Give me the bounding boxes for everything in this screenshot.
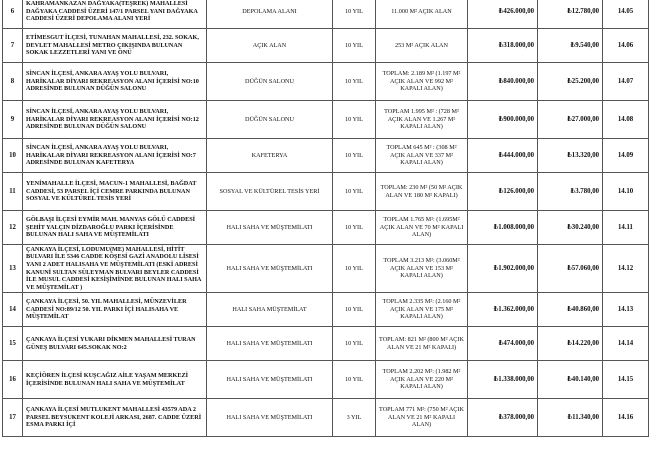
area-cell: TOPLAM: 230 M² (50 M² AÇIK ALAN VE 180 M² KAPALI) <box>376 173 468 211</box>
reference-cell: 14.13 <box>603 293 649 327</box>
row-number: 7 <box>3 29 23 63</box>
deposit-cell: ₺9.540,00 <box>538 29 603 63</box>
deposit-cell: ₺40.860,00 <box>538 293 603 327</box>
area-cell: TOPLAM 2.335 M²: (2.160 M² AÇIK ALAN VE 175 M² KAPALI ALAN) <box>376 293 468 327</box>
deposit-cell: ₺30.240,00 <box>538 211 603 245</box>
deposit-cell: ₺14.220,00 <box>538 327 603 361</box>
area-cell: TOPLAM 1.995 M² : (728 M² AÇIK ALAN VE 1.267 M² KAPALI ALAN) <box>376 101 468 139</box>
reference-cell: 14.10 <box>603 173 649 211</box>
price-cell: ₺1.338.000,00 <box>468 361 538 399</box>
row-number: 14 <box>3 293 23 327</box>
usage-cell: DÜĞÜN SALONU <box>207 101 333 139</box>
area-cell: TOPLAM 1.765 M²: (1.695M² AÇIK ALAN VE 70 M² KAPALI ALAN) <box>376 211 468 245</box>
price-cell: ₺474.000,00 <box>468 327 538 361</box>
address-cell: SİNCAN İLÇESİ, ANKARA AYAŞ YOLU BULVARI, HARİKALAR DİYARI REKREASYON ALANI İÇERİSİ NO:7 ADRESİNDE BULUNAN KAFETERYA <box>23 139 207 173</box>
area-cell: TOPLAM: 2.189 M² (1.197 M² AÇIK ALAN VE 992 M² KAPALI ALAN) <box>376 63 468 101</box>
table-row <box>3 101 649 139</box>
price-cell: ₺378.000,00 <box>468 399 538 437</box>
table-row <box>3 327 649 361</box>
row-number: 17 <box>3 399 23 437</box>
table-row <box>3 139 649 173</box>
usage-cell: KAFETERYA <box>207 139 333 173</box>
address-cell: ÇANKAYA İLÇESİ, 50. YIL MAHALLESİ, MÜNZEVİLER CADDESİ NO:89/12 50. YIL PARKI İÇİ HALISAHA VE MÜŞTEMİLAT <box>23 293 207 327</box>
duration-cell: 10 YIL <box>333 101 376 139</box>
tender-table <box>2 0 649 437</box>
address-cell: SİNCAN İLÇESİ, ANKARA AYAŞ YOLU BULVARI, HARİKALAR DİYARI REKREASYON ALANI İÇERİSİ NO:10 ADRESİNDE BULUNAN DÜĞÜN SALONU <box>23 63 207 101</box>
price-cell: ₺900.000,00 <box>468 101 538 139</box>
area-cell: TOPLAM: 821 M² (800 M² AÇIK ALAN VE 21 M² KAPALI) <box>376 327 468 361</box>
table-row <box>3 211 649 245</box>
reference-cell: 14.07 <box>603 63 649 101</box>
table-row <box>3 29 649 63</box>
duration-cell: 10 YIL <box>333 245 376 293</box>
area-cell: TOPLAM 2.202 M²: (1.982 M² AÇIK ALAN VE 220 M² KAPALI ALAN) <box>376 361 468 399</box>
usage-cell: DEPOLAMA ALANI <box>207 0 333 29</box>
price-cell: ₺318.000,00 <box>468 29 538 63</box>
usage-cell: AÇIK ALAN <box>207 29 333 63</box>
table-row <box>3 173 649 211</box>
address-cell: KAHRAMANKAZAN DAĞYAKA(TEŞREK) MAHALLESİ DAĞYAKA CADDESİ ÜZERİ 147/1 PARSEL YANI DAĞYAKA CADDESİ ÜZERİ DEPOLAMA ALANI YERİ <box>23 0 207 29</box>
area-cell: TOPLAM 645 M² : (308 M² AÇIK ALAN VE 337 M² KAPALI ALAN) <box>376 139 468 173</box>
usage-cell: HALI SAHA VE MÜŞTEMİLATI <box>207 361 333 399</box>
duration-cell: 10 YIL <box>333 139 376 173</box>
address-cell: YENİMAHALLE İLÇESİ, MACUN-1 MAHALLESİ, BAĞDAT CADDESİ, 53 PARSEL İÇİ CEMRE PARKINDA BULUNAN SOSYAL VE KÜLTÜREL TESİS YERİ <box>23 173 207 211</box>
table-row <box>3 361 649 399</box>
duration-cell: 10 YIL <box>333 63 376 101</box>
duration-cell: 10 YIL <box>333 361 376 399</box>
reference-cell: 14.16 <box>603 399 649 437</box>
price-cell: ₺444.000,00 <box>468 139 538 173</box>
duration-cell: 3 YIL <box>333 399 376 437</box>
address-cell: KEÇİÖREN İLÇESİ KUŞCAĞIZ AİLE YAŞAM MERKEZİ İÇERİSİNDE BULUNAN HALI SAHA VE MÜŞTEMİLAT <box>23 361 207 399</box>
price-cell: ₺426.000,00 <box>468 0 538 29</box>
address-cell: ÇANKAYA İLÇESİ, LODUMU(ME) MAHALLESİ, HİTİT BULVARI İLE 5346 CADDE KÖŞESİ GAZİ ANADOLU LİSESİ YANI 2 ADET HALISAHA VE MÜŞTEMİLATI (ESKİ ADRESİ KANUNİ SULTAN SÜLEYMAN BULVARI BEYLER CADDESİ İLE MUSUL CADDESİ KESİŞİMİNDE BULUNAN HALI SAHA VE MÜŞTEMİLAT ) <box>23 245 207 293</box>
area-cell: 11.000 M² AÇIK ALAN <box>376 0 468 29</box>
address-cell: ETİMESGUT İLÇESİ, TUNAHAN MAHALLESİ, 232. SOKAK, DEVLET MAHALLESİ METRO ÇIKIŞINDA BULUNAN SOKAK LEZZETLERİ YANI VE ÖNÜ <box>23 29 207 63</box>
deposit-cell: ₺25.200,00 <box>538 63 603 101</box>
price-cell: ₺126.000,00 <box>468 173 538 211</box>
table-row <box>3 293 649 327</box>
row-number: 9 <box>3 101 23 139</box>
duration-cell: 10 YIL <box>333 0 376 29</box>
row-number: 10 <box>3 139 23 173</box>
price-cell: ₺1.362.000,00 <box>468 293 538 327</box>
table-row <box>3 399 649 437</box>
reference-cell: 14.08 <box>603 101 649 139</box>
deposit-cell: ₺11.340,00 <box>538 399 603 437</box>
address-cell: SİNCAN İLÇESİ, ANKARA AYAŞ YOLU BULVARI, HARİKALAR DİYARI REKREASYON ALANI İÇERİSİ NO:12 ADRESİNDE BULUNAN DÜĞÜN SALONU <box>23 101 207 139</box>
area-cell: TOPLAM 771 M²: (750 M² AÇIK ALAN VE 21 M² KAPALI ALAN) <box>376 399 468 437</box>
reference-cell: 14.06 <box>603 29 649 63</box>
area-cell: TOPLAM 3.213 M²: (3.060M² AÇIK ALAN VE 153 M² KAPALI ALAN) <box>376 245 468 293</box>
usage-cell: SOSYAL VE KÜLTÜREL TESİS YERİ <box>207 173 333 211</box>
duration-cell: 10 YIL <box>333 173 376 211</box>
row-number: 16 <box>3 361 23 399</box>
duration-cell: 10 YIL <box>333 211 376 245</box>
table-body <box>3 0 649 437</box>
table-row <box>3 245 649 293</box>
price-cell: ₺1.902.000,00 <box>468 245 538 293</box>
usage-cell: HALI SAHA VE MÜŞTEMİLATI <box>207 327 333 361</box>
deposit-cell: ₺27.000,00 <box>538 101 603 139</box>
reference-cell: 14.14 <box>603 327 649 361</box>
address-cell: ÇANKAYA İLÇESİ YUKARI DİKMEN MAHALLESİ TURAN GÜNEŞ BULVARI 645.SOKAK NO:2 <box>23 327 207 361</box>
duration-cell: 10 YIL <box>333 29 376 63</box>
deposit-cell: ₺57.060,00 <box>538 245 603 293</box>
usage-cell: HALI SAHA VE MÜŞTEMİLATI <box>207 245 333 293</box>
duration-cell: 10 YIL <box>333 327 376 361</box>
row-number: 13 <box>3 245 23 293</box>
deposit-cell: ₺40.140,00 <box>538 361 603 399</box>
duration-cell: 10 YIL <box>333 293 376 327</box>
deposit-cell: ₺12.780,00 <box>538 0 603 29</box>
deposit-cell: ₺3.780,00 <box>538 173 603 211</box>
deposit-cell: ₺13.320,00 <box>538 139 603 173</box>
reference-cell: 14.05 <box>603 0 649 29</box>
area-cell: 253 M² AÇIK ALAN <box>376 29 468 63</box>
table-row <box>3 0 649 29</box>
price-cell: ₺1.008.000,00 <box>468 211 538 245</box>
usage-cell: HALI SAHA MÜŞTEMİLAT <box>207 293 333 327</box>
price-cell: ₺840.000,00 <box>468 63 538 101</box>
row-number: 15 <box>3 327 23 361</box>
reference-cell: 14.11 <box>603 211 649 245</box>
row-number: 12 <box>3 211 23 245</box>
usage-cell: HALI SAHA VE MÜŞTEMİLATI <box>207 211 333 245</box>
table-row <box>3 63 649 101</box>
row-number: 11 <box>3 173 23 211</box>
address-cell: ÇANKAYA İLÇESİ MUTLUKENT MAHALLESİ 43579 ADA 2 PARSEL BEYSUKENT KOLEJİ ARKASI, 2687. CADDE ÜZERİ ESMA PARKI İÇİ <box>23 399 207 437</box>
row-number: 8 <box>3 63 23 101</box>
usage-cell: HALI SAHA VE MÜŞTEMİLATI <box>207 399 333 437</box>
reference-cell: 14.12 <box>603 245 649 293</box>
usage-cell: DÜĞÜN SALONU <box>207 63 333 101</box>
reference-cell: 14.09 <box>603 139 649 173</box>
reference-cell: 14.15 <box>603 361 649 399</box>
address-cell: GÖLBAŞI İLÇESİ EYMİR MAH. MANYAS GÖLÜ CADDESİ ŞEHİT YALÇIN DİZDAROĞLU PARKI İÇERİSİNDE BULUNAN HALI SAHA VE MÜŞTEMİLATI <box>23 211 207 245</box>
row-number: 6 <box>3 0 23 29</box>
